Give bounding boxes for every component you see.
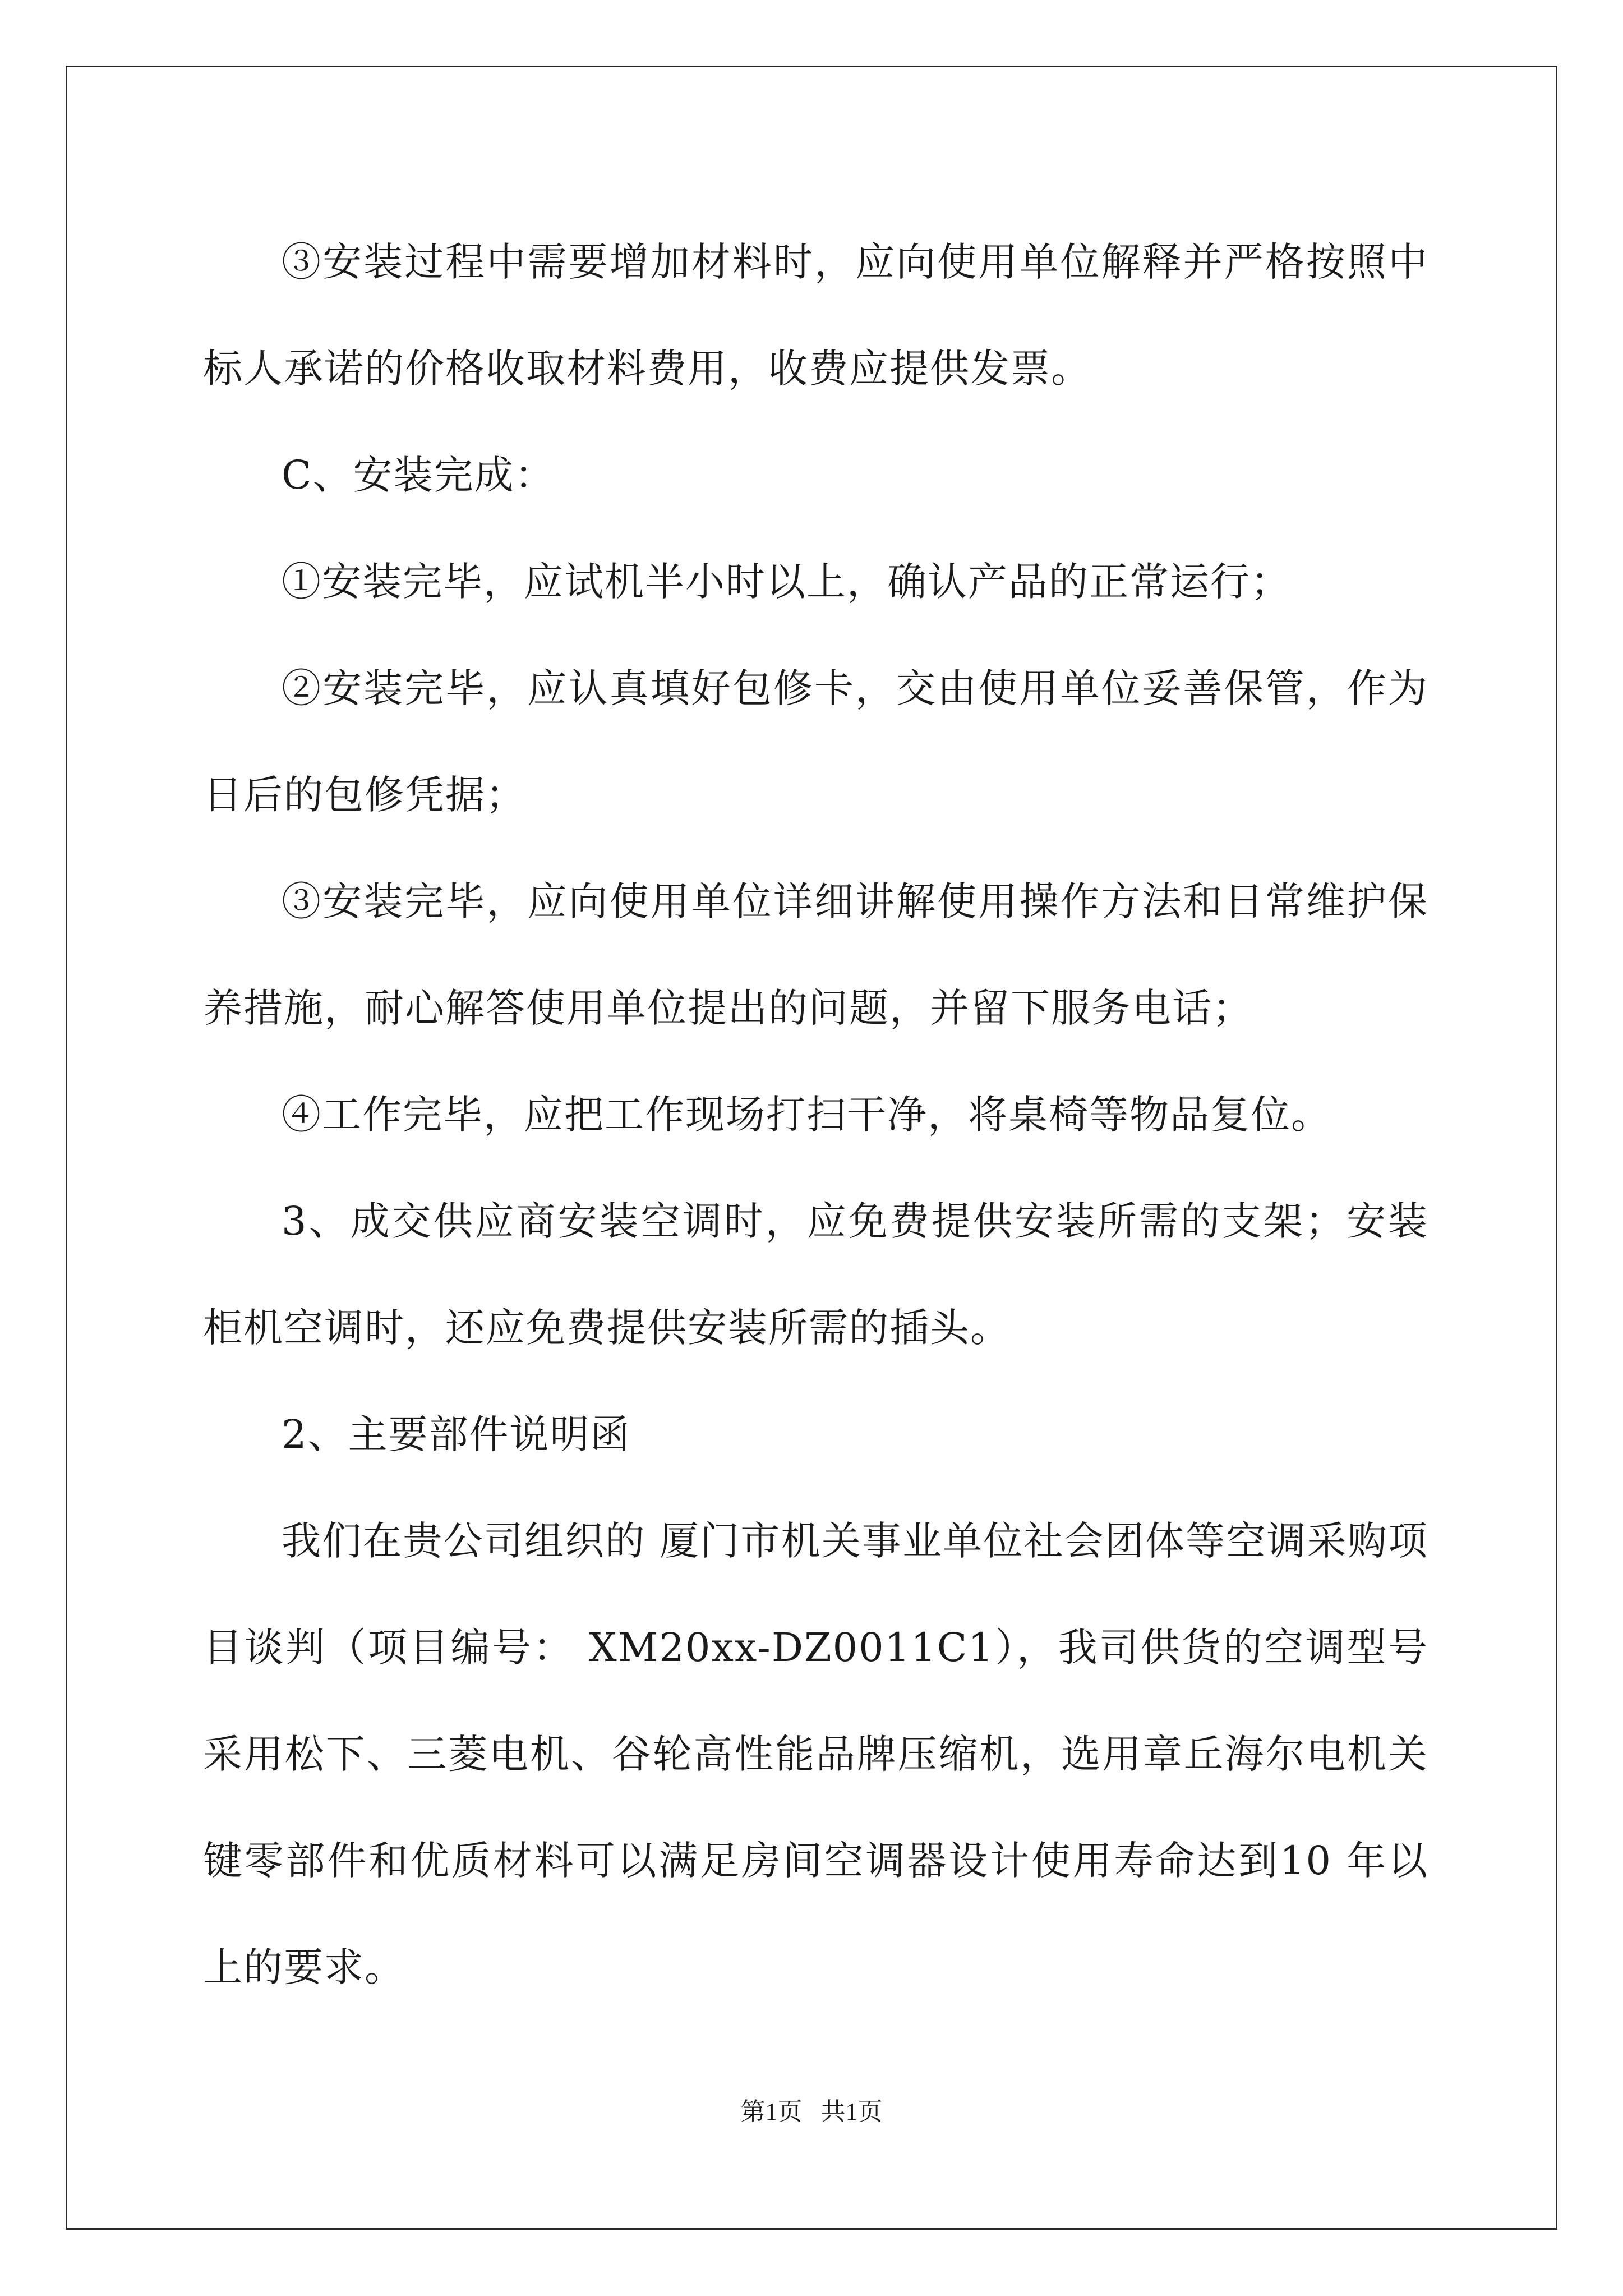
paragraph-cleanup: ④工作完毕，应把工作现场打扫干净，将桌椅等物品复位。 (282, 1092, 1331, 1138)
document-body (203, 209, 1428, 2021)
paragraph-components-heading: 2、主要部件说明函 (282, 1411, 631, 1457)
paragraph-bracket-supply: 3、成交供应商安装空调时，应免费提供安装所需的支架；安装柜机空调时，还应免费提供安装所需的插头。 (203, 1198, 1428, 1351)
page-footer: 第1页 共1页 (740, 2098, 883, 2125)
paragraph-components-statement: 我们在贵公司组织的 厦门市机关事业单位社会团体等空调采购项目谈判（项目编号： XM20xx-DZ0011C1），我司供货的空调型号采用松下、三菱电机、谷轮高性能品牌压缩机，选用章丘海尔电机关键零部件和优质材料可以满足房间空调器设计使用寿命达到10 年以上的要求。 (203, 1518, 1428, 1990)
paragraph-warranty-card: ②安装完毕，应认真填好包修卡，交由使用单位妥善保管，作为日后的包修凭据； (203, 665, 1428, 818)
paragraph-material-fees: ③安装过程中需要增加材料时，应向使用单位解释并严格按照中标人承诺的价格收取材料费用，收费应提供发票。 (203, 239, 1428, 392)
paragraph-operation-explanation: ③安装完毕，应向使用单位详细讲解使用操作方法和日常维护保养措施，耐心解答使用单位提出的问题，并留下服务电话； (203, 878, 1428, 1031)
paragraph-section-c-heading: C、安装完成： (282, 452, 555, 498)
paragraph-trial-run: ①安装完毕，应试机半小时以上，确认产品的正常运行； (282, 559, 1291, 605)
